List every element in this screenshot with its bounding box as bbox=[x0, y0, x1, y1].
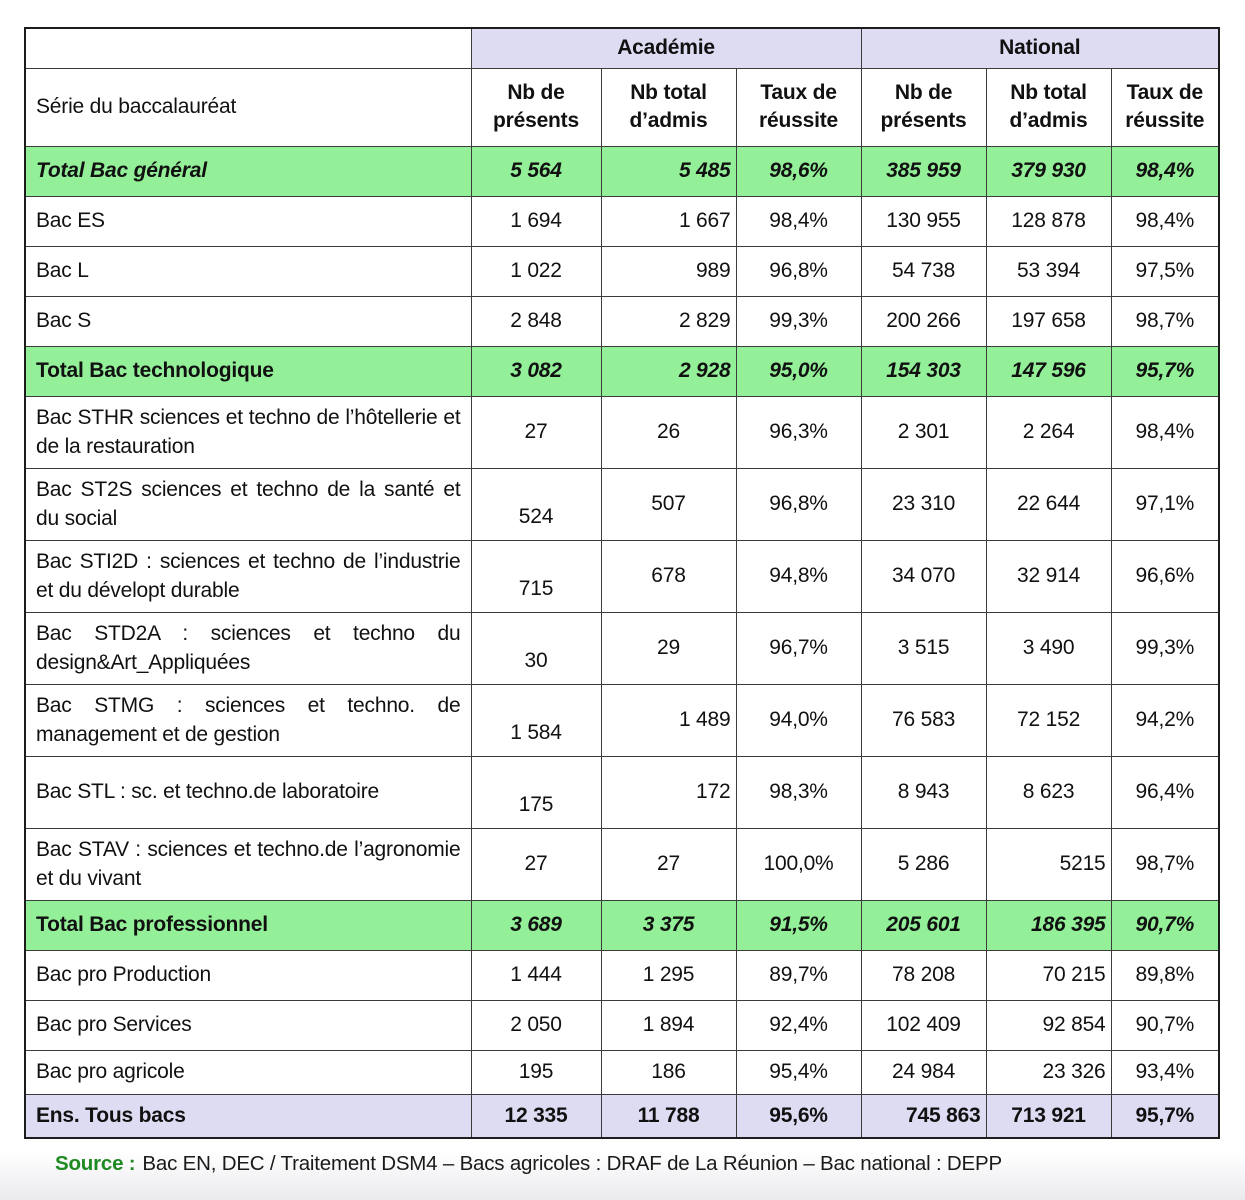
source-text: Bac EN, DEC / Traitement DSM4 – Bacs agricoles : DRAF de La Réunion – Bac national : DEPP bbox=[142, 1152, 1002, 1175]
cell-academie-admis: 1 295 bbox=[601, 950, 736, 1000]
row-label: Bac ES bbox=[25, 196, 471, 246]
cell-academie-presents: 524 bbox=[471, 468, 601, 540]
column-header-row bbox=[25, 68, 1219, 146]
bac-results-table bbox=[24, 27, 1220, 1139]
row-label: Bac STMG : sciences et techno. de management et de gestion bbox=[25, 684, 471, 756]
cell-academie-taux: 96,8% bbox=[736, 468, 861, 540]
cell-academie-presents: 175 bbox=[471, 756, 601, 828]
column-header-serie: Série du baccalauréat bbox=[25, 68, 471, 146]
corner-cell bbox=[25, 28, 471, 68]
cell-academie-taux: 94,0% bbox=[736, 684, 861, 756]
cell-national-taux: 93,4% bbox=[1111, 1050, 1219, 1094]
cell-academie-admis: 1 667 bbox=[601, 196, 736, 246]
cell-national-taux: 98,7% bbox=[1111, 296, 1219, 346]
cell-academie-admis: 678 bbox=[601, 540, 736, 612]
table-row bbox=[25, 900, 1219, 950]
cell-academie-admis: 26 bbox=[601, 396, 736, 468]
cell-academie-admis: 11 788 bbox=[601, 1094, 736, 1138]
cell-academie-presents: 5 564 bbox=[471, 146, 601, 196]
cell-national-admis: 713 921 bbox=[986, 1094, 1111, 1138]
cell-academie-taux: 96,8% bbox=[736, 246, 861, 296]
cell-national-admis: 32 914 bbox=[986, 540, 1111, 612]
row-label: Bac pro Production bbox=[25, 950, 471, 1000]
cell-academie-taux: 95,4% bbox=[736, 1050, 861, 1094]
cell-academie-admis: 2 829 bbox=[601, 296, 736, 346]
table-row bbox=[25, 246, 1219, 296]
cell-national-presents: 76 583 bbox=[861, 684, 986, 756]
row-label: Total Bac technologique bbox=[25, 346, 471, 396]
table-row bbox=[25, 468, 1219, 540]
column-header-academie-taux: Taux de réussite bbox=[736, 68, 861, 146]
cell-academie-admis: 2 928 bbox=[601, 346, 736, 396]
table-row bbox=[25, 346, 1219, 396]
cell-academie-taux: 96,7% bbox=[736, 612, 861, 684]
cell-academie-taux: 98,3% bbox=[736, 756, 861, 828]
table-row bbox=[25, 612, 1219, 684]
cell-national-presents: 200 266 bbox=[861, 296, 986, 346]
cell-academie-admis: 1 894 bbox=[601, 1000, 736, 1050]
cell-academie-presents: 30 bbox=[471, 612, 601, 684]
cell-academie-admis: 5 485 bbox=[601, 146, 736, 196]
table-row bbox=[25, 756, 1219, 828]
table-row bbox=[25, 1000, 1219, 1050]
row-label: Bac pro agricole bbox=[25, 1050, 471, 1094]
cell-academie-taux: 100,0% bbox=[736, 828, 861, 900]
cell-academie-presents: 12 335 bbox=[471, 1094, 601, 1138]
cell-national-admis: 2 264 bbox=[986, 396, 1111, 468]
cell-national-admis: 72 152 bbox=[986, 684, 1111, 756]
cell-academie-presents: 1 694 bbox=[471, 196, 601, 246]
cell-academie-admis: 989 bbox=[601, 246, 736, 296]
cell-national-taux: 94,2% bbox=[1111, 684, 1219, 756]
table-row bbox=[25, 1094, 1219, 1138]
cell-academie-taux: 95,0% bbox=[736, 346, 861, 396]
cell-national-presents: 8 943 bbox=[861, 756, 986, 828]
cell-national-taux: 90,7% bbox=[1111, 900, 1219, 950]
row-label: Total Bac général bbox=[25, 146, 471, 196]
cell-academie-presents: 3 689 bbox=[471, 900, 601, 950]
cell-national-admis: 92 854 bbox=[986, 1000, 1111, 1050]
cell-national-taux: 98,4% bbox=[1111, 396, 1219, 468]
cell-national-presents: 34 070 bbox=[861, 540, 986, 612]
row-label: Bac ST2S sciences et techno de la santé et du social bbox=[25, 468, 471, 540]
cell-academie-admis: 3 375 bbox=[601, 900, 736, 950]
cell-national-admis: 53 394 bbox=[986, 246, 1111, 296]
cell-national-presents: 130 955 bbox=[861, 196, 986, 246]
cell-national-admis: 186 395 bbox=[986, 900, 1111, 950]
cell-national-admis: 22 644 bbox=[986, 468, 1111, 540]
cell-national-presents: 102 409 bbox=[861, 1000, 986, 1050]
cell-academie-taux: 96,3% bbox=[736, 396, 861, 468]
cell-national-taux: 97,5% bbox=[1111, 246, 1219, 296]
group-header-academie: Académie bbox=[471, 28, 861, 68]
cell-national-admis: 197 658 bbox=[986, 296, 1111, 346]
cell-national-admis: 3 490 bbox=[986, 612, 1111, 684]
cell-national-admis: 8 623 bbox=[986, 756, 1111, 828]
cell-national-taux: 98,4% bbox=[1111, 196, 1219, 246]
cell-national-taux: 98,7% bbox=[1111, 828, 1219, 900]
row-label: Total Bac professionnel bbox=[25, 900, 471, 950]
cell-national-taux: 98,4% bbox=[1111, 146, 1219, 196]
cell-academie-presents: 3 082 bbox=[471, 346, 601, 396]
table-row bbox=[25, 684, 1219, 756]
row-label: Bac L bbox=[25, 246, 471, 296]
row-label: Bac pro Services bbox=[25, 1000, 471, 1050]
cell-academie-presents: 195 bbox=[471, 1050, 601, 1094]
cell-academie-taux: 98,4% bbox=[736, 196, 861, 246]
cell-academie-taux: 94,8% bbox=[736, 540, 861, 612]
cell-national-taux: 96,4% bbox=[1111, 756, 1219, 828]
cell-academie-taux: 98,6% bbox=[736, 146, 861, 196]
cell-academie-admis: 172 bbox=[601, 756, 736, 828]
cell-national-taux: 97,1% bbox=[1111, 468, 1219, 540]
cell-academie-presents: 1 584 bbox=[471, 684, 601, 756]
group-header-row bbox=[25, 28, 1219, 68]
cell-academie-admis: 186 bbox=[601, 1050, 736, 1094]
column-header-national-taux: Taux de réussite bbox=[1111, 68, 1219, 146]
table-row bbox=[25, 396, 1219, 468]
cell-national-taux: 90,7% bbox=[1111, 1000, 1219, 1050]
cell-national-presents: 385 959 bbox=[861, 146, 986, 196]
column-header-academie-presents: Nb de présents bbox=[471, 68, 601, 146]
cell-academie-taux: 92,4% bbox=[736, 1000, 861, 1050]
cell-academie-presents: 2 848 bbox=[471, 296, 601, 346]
table-row bbox=[25, 146, 1219, 196]
row-label: Bac STAV : sciences et techno.de l’agronomie et du vivant bbox=[25, 828, 471, 900]
cell-academie-presents: 2 050 bbox=[471, 1000, 601, 1050]
group-header-national: National bbox=[861, 28, 1219, 68]
column-header-academie-admis: Nb total d’admis bbox=[601, 68, 736, 146]
cell-academie-taux: 95,6% bbox=[736, 1094, 861, 1138]
cell-national-admis: 128 878 bbox=[986, 196, 1111, 246]
cell-national-taux: 96,6% bbox=[1111, 540, 1219, 612]
cell-academie-admis: 29 bbox=[601, 612, 736, 684]
table-row bbox=[25, 1050, 1219, 1094]
cell-national-admis: 5215 bbox=[986, 828, 1111, 900]
column-header-national-admis: Nb total d’admis bbox=[986, 68, 1111, 146]
table-body bbox=[25, 146, 1219, 1138]
cell-national-taux: 95,7% bbox=[1111, 346, 1219, 396]
cell-academie-presents: 27 bbox=[471, 828, 601, 900]
table-row bbox=[25, 828, 1219, 900]
cell-national-presents: 154 303 bbox=[861, 346, 986, 396]
cell-academie-presents: 1 444 bbox=[471, 950, 601, 1000]
cell-national-presents: 24 984 bbox=[861, 1050, 986, 1094]
row-label: Ens. Tous bacs bbox=[25, 1094, 471, 1138]
cell-academie-presents: 715 bbox=[471, 540, 601, 612]
cell-academie-presents: 1 022 bbox=[471, 246, 601, 296]
cell-academie-admis: 27 bbox=[601, 828, 736, 900]
cell-national-presents: 205 601 bbox=[861, 900, 986, 950]
cell-national-presents: 54 738 bbox=[861, 246, 986, 296]
source-line bbox=[55, 1152, 1002, 1176]
row-label: Bac STI2D : sciences et techno de l’industrie et du dévelopt durable bbox=[25, 540, 471, 612]
cell-academie-admis: 1 489 bbox=[601, 684, 736, 756]
cell-academie-taux: 89,7% bbox=[736, 950, 861, 1000]
cell-national-presents: 78 208 bbox=[861, 950, 986, 1000]
table-row bbox=[25, 296, 1219, 346]
row-label: Bac STL : sc. et techno.de laboratoire bbox=[25, 756, 471, 828]
table-row bbox=[25, 950, 1219, 1000]
cell-national-admis: 147 596 bbox=[986, 346, 1111, 396]
cell-national-presents: 745 863 bbox=[861, 1094, 986, 1138]
cell-academie-admis: 507 bbox=[601, 468, 736, 540]
table-row bbox=[25, 196, 1219, 246]
cell-national-admis: 379 930 bbox=[986, 146, 1111, 196]
source-label: Source : bbox=[55, 1152, 136, 1175]
cell-national-presents: 2 301 bbox=[861, 396, 986, 468]
cell-national-taux: 89,8% bbox=[1111, 950, 1219, 1000]
cell-national-presents: 3 515 bbox=[861, 612, 986, 684]
cell-academie-presents: 27 bbox=[471, 396, 601, 468]
row-label: Bac STHR sciences et techno de l’hôtellerie et de la restauration bbox=[25, 396, 471, 468]
row-label: Bac STD2A : sciences et techno du design&Art_Appliquées bbox=[25, 612, 471, 684]
cell-academie-taux: 91,5% bbox=[736, 900, 861, 950]
table-row bbox=[25, 540, 1219, 612]
cell-national-presents: 5 286 bbox=[861, 828, 986, 900]
column-header-national-presents: Nb de présents bbox=[861, 68, 986, 146]
cell-national-taux: 99,3% bbox=[1111, 612, 1219, 684]
row-label: Bac S bbox=[25, 296, 471, 346]
cell-national-taux: 95,7% bbox=[1111, 1094, 1219, 1138]
cell-national-admis: 70 215 bbox=[986, 950, 1111, 1000]
cell-academie-taux: 99,3% bbox=[736, 296, 861, 346]
cell-national-presents: 23 310 bbox=[861, 468, 986, 540]
cell-national-admis: 23 326 bbox=[986, 1050, 1111, 1094]
